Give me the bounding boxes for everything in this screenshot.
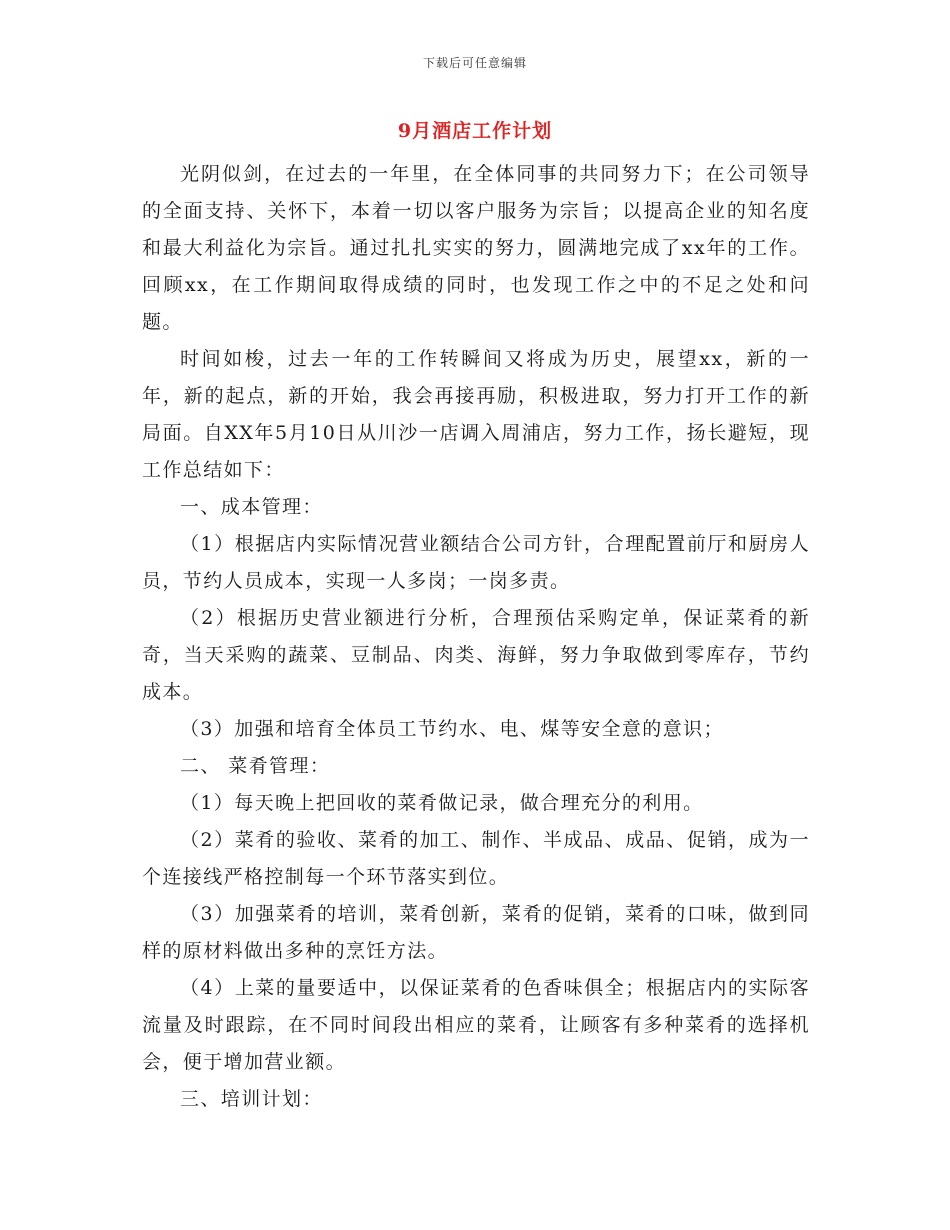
section-heading-cost: 一、成本管理： [180, 496, 323, 518]
list-item: （2）菜肴的验收、菜肴的加工、制作、半成品、成品、促销，成为一个连接线严格控制每一个环节落实到位。 [142, 829, 810, 888]
paragraph-intro: 光阴似剑，在过去的一年里，在全体同事的共同努力下；在公司领导的全面支持、关怀下，本着一切以客户服务为宗旨；以提高企业的知名度和最大利益化为宗旨。通过扎扎实实的努力，圆满地完成了xx年的工作。回顾xx，在工作期间取得成绩的同时，也发现工作之中的不足之处和问题。 [142, 163, 810, 333]
document-title: 9月酒店工作计划 [397, 120, 553, 142]
list-item: （3）加强和培育全体员工节约水、电、煤等安全意的意识； [180, 718, 724, 740]
section-heading-dishes: 二、 菜肴管理： [180, 755, 331, 777]
list-item: （2）根据历史营业额进行分析，合理预估采购定单，保证菜肴的新奇，当天采购的蔬菜、豆制品、肉类、海鲜，努力争取做到零库存，节约成本。 [142, 607, 810, 703]
list-item: （3）加强菜肴的培训，菜肴创新，菜肴的促销，菜肴的口味，做到同样的原材料做出多种的烹饪方法。 [142, 903, 810, 962]
document-body [142, 156, 810, 1118]
list-item: （1）每天晚上把回收的菜肴做记录，做合理充分的利用。 [180, 792, 704, 814]
section-heading-training: 三、培训计划： [180, 1088, 323, 1110]
list-item: （1）根据店内实际情况营业额结合公司方针，合理配置前厅和厨房人员，节约人员成本，实现一人多岗；一岗多责。 [142, 533, 810, 592]
list-item: （4）上菜的量要适中，以保证菜肴的色香味俱全；根据店内的实际客流量及时跟踪，在不同时间段出相应的菜肴，让顾客有多种菜肴的选择机会，便于增加营业额。 [142, 977, 810, 1073]
header-note: 下载后可任意编辑 [422, 56, 527, 70]
paragraph-outlook: 时间如梭，过去一年的工作转瞬间又将成为历史，展望xx，新的一年，新的起点，新的开始，我会再接再励，积极进取，努力打开工作的新局面。自XX年5月10日从川沙一店调入周浦店，努力工作，扬长避短，现工作总结如下： [142, 348, 810, 481]
